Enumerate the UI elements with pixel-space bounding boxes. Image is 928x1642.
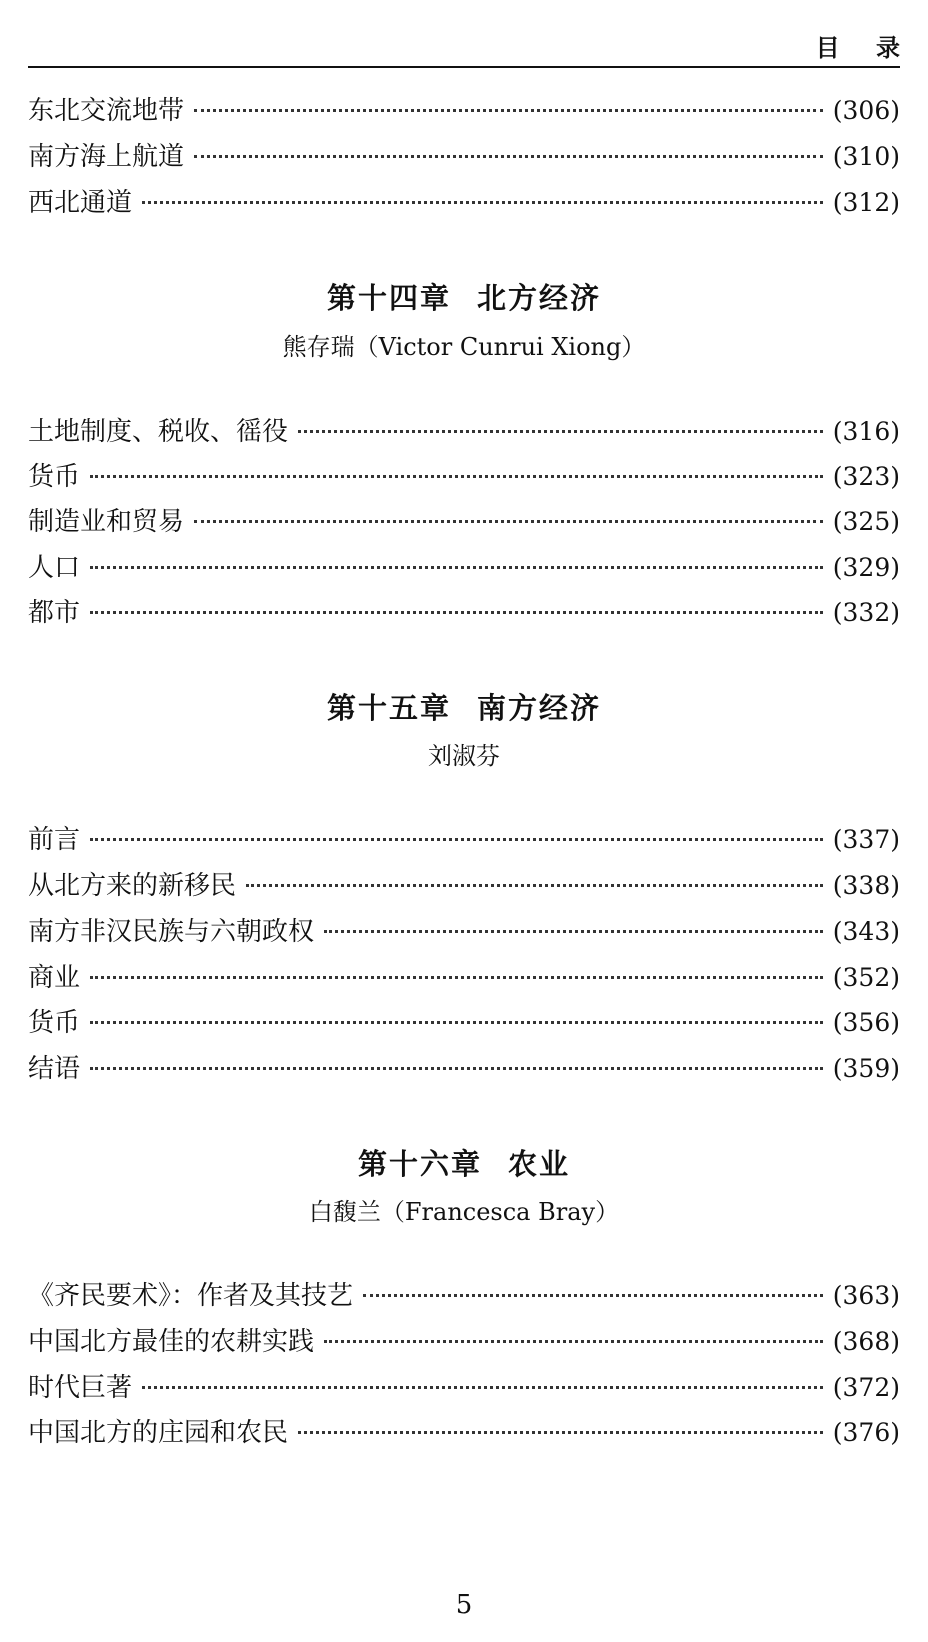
- toc-entry-title: 结语: [28, 1054, 81, 1084]
- header-rule: [28, 66, 900, 68]
- toc-entry-page: (352): [832, 963, 900, 992]
- toc-entry-page: (323): [832, 462, 900, 491]
- toc-entry-title: 东北交流地带: [28, 96, 185, 126]
- toc-entry-page: (310): [832, 142, 900, 171]
- toc-entry[interactable]: [28, 958, 900, 998]
- toc-entry-title: 《齐民要术》：作者及其技艺: [28, 1281, 354, 1311]
- toc-entry-page: (368): [832, 1327, 900, 1356]
- toc-entry[interactable]: [28, 91, 900, 131]
- toc-entry-title: 中国北方的庄园和农民: [28, 1418, 289, 1448]
- leader-dots: [324, 930, 823, 933]
- toc-entry-title: 货币: [28, 462, 81, 492]
- leader-dots: [90, 566, 823, 569]
- toc-entry-title: 商业: [28, 963, 81, 993]
- running-head: [28, 22, 914, 66]
- toc-entry-page: (359): [832, 1054, 900, 1083]
- toc-entry[interactable]: [28, 457, 900, 497]
- leader-dots: [194, 109, 823, 112]
- page-number: 5: [455, 1590, 473, 1620]
- toc-entry-title: 中国北方最佳的农耕实践: [28, 1327, 315, 1357]
- chapter-author: 白馥兰（Francesca Bray）: [308, 1198, 620, 1226]
- chapter-title: 第十五章 南方经济: [326, 691, 602, 725]
- chapter-title: 第十四章 北方经济: [326, 281, 602, 315]
- toc-entry[interactable]: [28, 1276, 900, 1316]
- leader-dots: [363, 1294, 823, 1297]
- toc-entry-page: (372): [832, 1373, 900, 1402]
- toc-entry-title: 南方非汉民族与六朝政权: [28, 917, 315, 947]
- leader-dots: [90, 1021, 823, 1024]
- toc-entry-page: (363): [832, 1281, 900, 1310]
- toc-entry-title: 时代巨著: [28, 1373, 133, 1403]
- toc-entry[interactable]: [28, 1322, 900, 1362]
- leader-dots: [194, 520, 823, 523]
- leader-dots: [90, 1067, 823, 1070]
- toc-entry-title: 都市: [28, 598, 81, 628]
- toc-entry-page: (316): [832, 417, 900, 446]
- toc-entry[interactable]: [28, 412, 900, 452]
- running-head-title: 目 录: [815, 34, 914, 62]
- toc-entry-title: 人口: [28, 553, 81, 583]
- toc-entry-title: 货币: [28, 1008, 81, 1038]
- toc-entry-page: (343): [832, 917, 900, 946]
- leader-dots: [90, 838, 823, 841]
- toc-entry-title: 制造业和贸易: [28, 507, 185, 537]
- toc-entry-title: 从北方来的新移民: [28, 871, 237, 901]
- toc-entry[interactable]: [28, 137, 900, 177]
- toc-entry-title: 南方海上航道: [28, 142, 185, 172]
- leader-dots: [142, 201, 823, 204]
- toc-entry-title: 西北通道: [28, 188, 133, 218]
- toc-entry-page: (325): [832, 507, 900, 536]
- chapter-author: 刘淑芬: [428, 742, 500, 770]
- toc-entry-page: (306): [832, 96, 900, 125]
- leader-dots: [298, 1431, 823, 1434]
- leader-dots: [298, 430, 823, 433]
- toc-entry-page: (329): [832, 553, 900, 582]
- leader-dots: [142, 1386, 823, 1389]
- toc-entry[interactable]: [28, 502, 900, 542]
- toc-entry[interactable]: [28, 183, 900, 223]
- leader-dots: [90, 611, 823, 614]
- toc-entry-page: (356): [832, 1008, 900, 1037]
- chapter-author: 熊存瑞（Victor Cunrui Xiong）: [282, 333, 646, 361]
- toc-entry-page: (337): [832, 825, 900, 854]
- chapter-title: 第十六章 农业: [357, 1147, 571, 1181]
- toc-entry-page: (332): [832, 598, 900, 627]
- toc-entry-page: (338): [832, 871, 900, 900]
- leader-dots: [246, 884, 823, 887]
- toc-entry-page: (376): [832, 1418, 900, 1447]
- toc-entry[interactable]: [28, 866, 900, 906]
- leader-dots: [90, 475, 823, 478]
- toc-entry-title: 土地制度、税收、徭役: [28, 417, 289, 447]
- toc-entry[interactable]: [28, 912, 900, 952]
- toc-entry[interactable]: [28, 820, 900, 860]
- leader-dots: [194, 155, 823, 158]
- leader-dots: [324, 1340, 823, 1343]
- toc-entry[interactable]: [28, 1413, 900, 1453]
- leader-dots: [90, 976, 823, 979]
- toc-entry[interactable]: [28, 593, 900, 633]
- toc-entry[interactable]: [28, 548, 900, 588]
- toc-entry-title: 前言: [28, 825, 81, 855]
- toc-entry-page: (312): [832, 188, 900, 217]
- toc-entry[interactable]: [28, 1049, 900, 1089]
- toc-entry[interactable]: [28, 1003, 900, 1043]
- toc-entry[interactable]: [28, 1368, 900, 1408]
